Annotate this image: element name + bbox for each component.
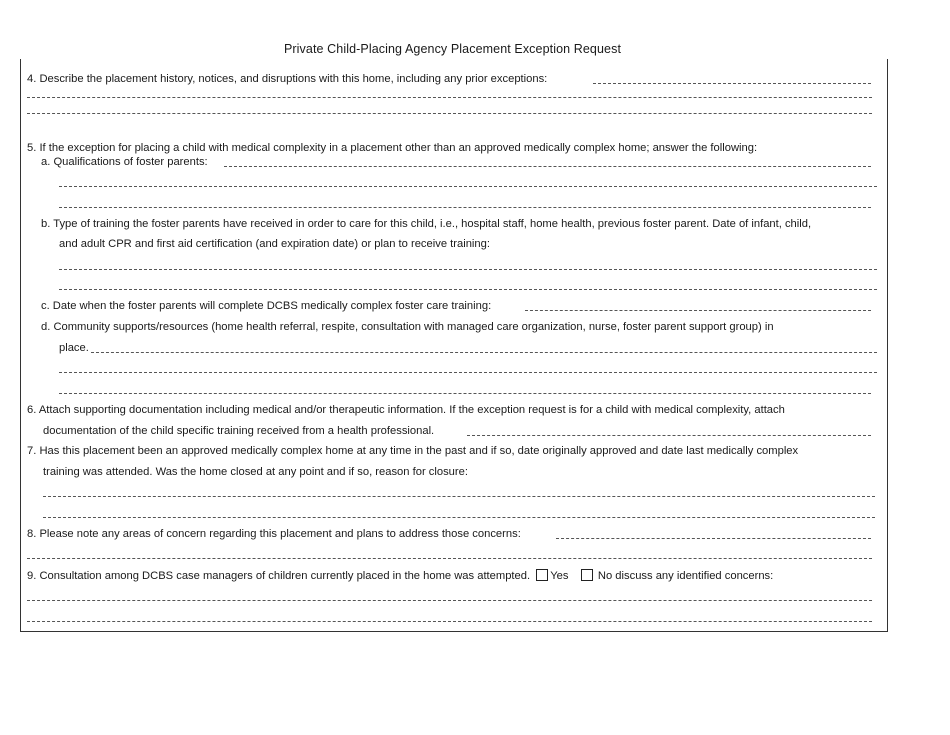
q5-label: 5. If the exception for placing a child with medical complexity in a placement other than an approved medically complex home; answer the following: (27, 142, 758, 154)
q5d-answer-line-2[interactable] (59, 372, 877, 373)
form-title: Private Child-Placing Agency Placement Exception Request (283, 42, 622, 56)
q9-yes-label: Yes (550, 570, 569, 582)
q9-answer-line-1[interactable] (27, 600, 872, 601)
q6-label-line-2: documentation of the child specific training received from a health professional. (43, 425, 435, 437)
q9-no-label: No discuss any identified concerns: (597, 570, 774, 582)
q5a-answer-line-1[interactable] (224, 166, 871, 167)
q5d-label-line-2: place. (59, 342, 89, 354)
q7-answer-line-1[interactable] (43, 496, 875, 497)
q8-answer-line-1[interactable] (556, 538, 871, 539)
q5a-label: a. Qualifications of foster parents: (41, 156, 208, 168)
q5a-answer-line-2[interactable] (59, 186, 877, 187)
q7-label-line-2: training was attended. Was the home closed at any point and if so, reason for closure: (43, 466, 468, 478)
q5b-answer-line-1[interactable] (59, 269, 877, 270)
q7-label-line-1: 7. Has this placement been an approved medically complex home at any time in the past and if so, date originally approved and date last medically complex (27, 445, 799, 457)
q9-label: 9. Consultation among DCBS case managers of children currently placed in the home was attempted. (27, 570, 531, 582)
q5d-answer-line-3[interactable] (59, 393, 871, 394)
q6-answer-line[interactable] (467, 435, 871, 436)
q4-label: 4. Describe the placement history, notices, and disruptions with this home, including any prior exceptions: (27, 73, 548, 85)
q4-answer-line-1[interactable] (593, 83, 871, 84)
q5d-answer-line-1[interactable] (91, 352, 877, 353)
q6-label-line-1: 6. Attach supporting documentation including medical and/or therapeutic information. If the exception request is for a child with medical complexity, attach (27, 404, 785, 416)
q8-answer-line-2[interactable] (27, 558, 872, 559)
q9-yes-checkbox[interactable] (536, 569, 548, 581)
q5b-answer-line-2[interactable] (59, 289, 877, 290)
q5d-label-line-1: d. Community supports/resources (home health referral, respite, consultation with managed care organization, nurse, foster parent support group) in (41, 321, 774, 333)
q9-row (27, 569, 773, 583)
q5b-label-line-2: and adult CPR and first aid certification (and expiration date) or plan to receive training: (59, 238, 490, 250)
q4-answer-line-3[interactable] (27, 113, 872, 114)
q4-answer-line-2[interactable] (27, 97, 872, 98)
q5c-label: c. Date when the foster parents will complete DCBS medically complex foster care training: (41, 300, 492, 312)
q5a-answer-line-3[interactable] (59, 207, 871, 208)
q7-answer-line-2[interactable] (43, 517, 875, 518)
q5c-answer-line[interactable] (525, 310, 871, 311)
q5b-label-line-1: b. Type of training the foster parents have received in order to care for this child, i.e., hospital staff, home health, previous foster parent. Date of infant, child, (41, 218, 812, 230)
q8-label: 8. Please note any areas of concern regarding this placement and plans to address those concerns: (27, 528, 521, 540)
q9-answer-line-2[interactable] (27, 621, 872, 622)
q9-no-checkbox[interactable] (581, 569, 593, 581)
